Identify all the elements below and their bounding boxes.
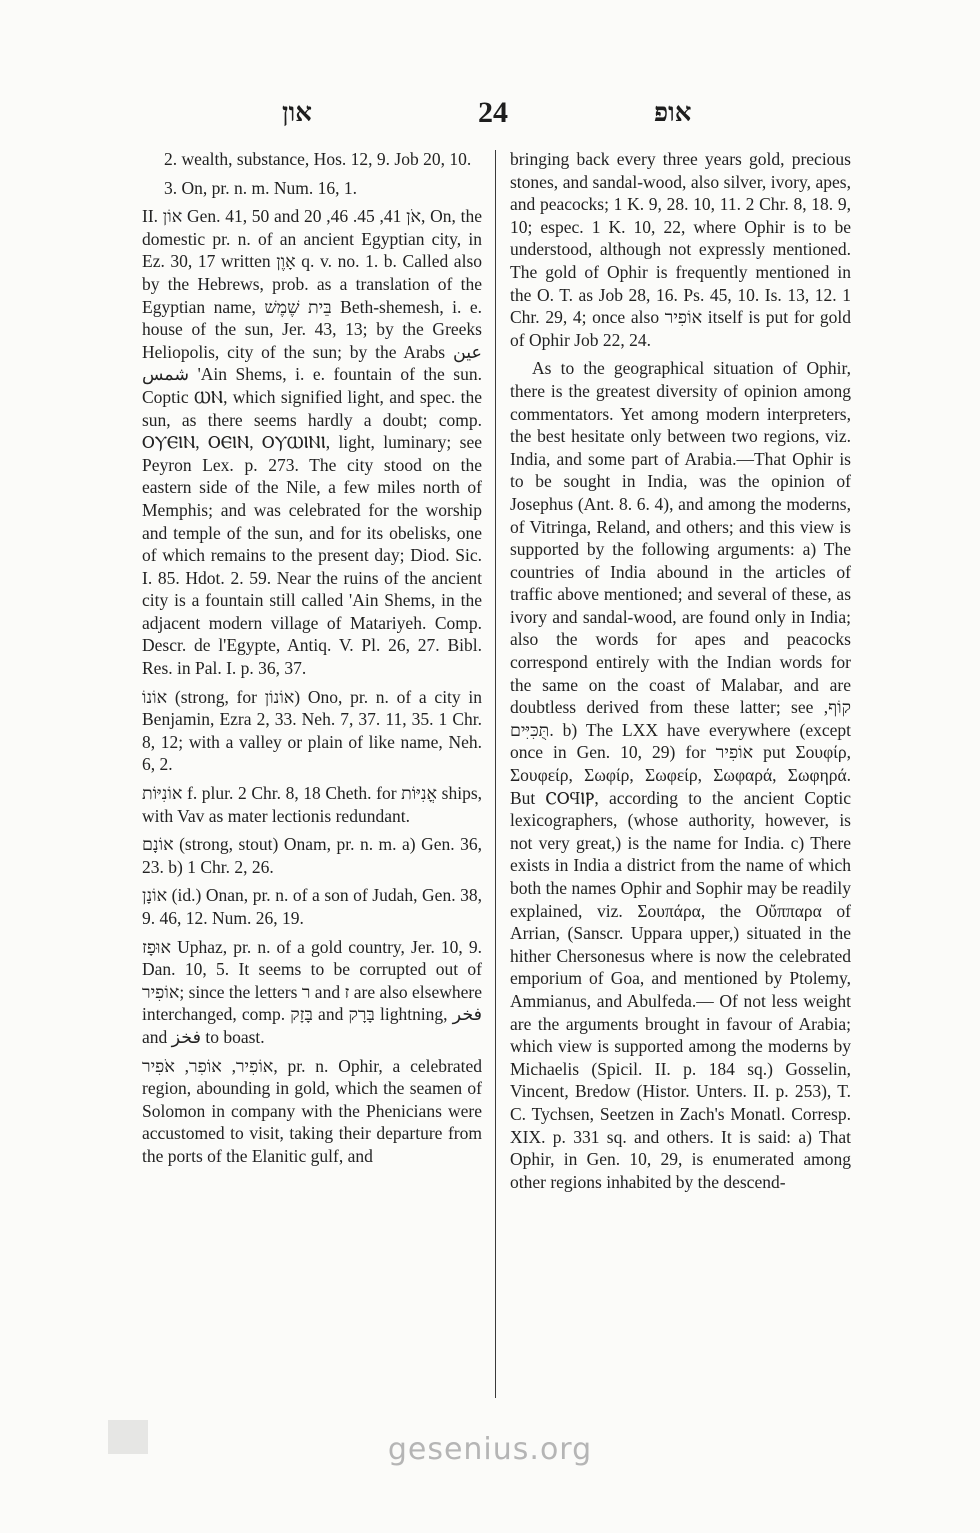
entry-paragraph: אוּפָז Uphaz, pr. n. of a gold country, Jer. 10, 9. Dan. 10, 5. It seems to be corrupted out of אוֹפִיר; since the letters ר and ז are also elsewhere interchanged, comp. בָּזָק and בָּרָק lightning, فخر and فخز to boast. [142,936,482,1047]
page-header [0,96,980,136]
entry-paragraph: אוֹנָן (id.) Onan, pr. n. of a son of Judah, Gen. 38, 9. 46, 12. Num. 26, 19. [142,885,482,928]
entry-paragraph: 3. On, pr. n. m. Num. 16, 1. [164,177,357,198]
page-number: 24 [478,96,508,129]
entry-paragraph: II. אוֹן Gen. 41, 50 and אֹן 41, 45. 46, 20, On, the domestic pr. n. of an ancient Egyptian city, in Ez. 30, 17 written אָוֶן q. v. no. 1. b. Called also by the Hebrews, prob. as a translation of the Egyptian name, בֵּית שֶׁמֶשׁ Beth-shemesh, i. e. house of the sun, Jer. 43, 13; by the Greeks Heliopolis, city of the sun; by the Arabs عين شمس 'Ain Shems, i. e. fountain of the sun. Coptic ⲰⲚ, which signified light, and spec. the sun, as there seems hardly a doubt; comp. ⲞⲨⲈⲒⲚ, ⲞⲈⲒⲚ, ⲞⲨⲰⲒⲚⲒ, light, luminary; see Peyron Lex. p. 273. The city stood on the eastern side of the Nile, a few miles north of Memphis; and was celebrated for the worship and temple of the sun, and for its obelisks, one of which remains to the present day; Diod. Sic. I. 85. Hdot. 2. 59. Near the ruins of the ancient city is a fountain still called 'Ain Shems, in the adjacent modern village of Matariyeh. Comp. Descr. de l'Egypte, Antiq. V. Pl. 26, 27. Bibl. Res. in Pal. I. p. 36, 37. [142,206,482,679]
entry-paragraph: אוֹפִיר, אוֹפִר, אֹפִיר, pr. n. Ophir, a celebrated region, abounding in gold, which the seamen of Solomon in company with the Phenicians were accustomed to visit, taking their departure from the ports of the Elanitic gulf, and [142,1055,482,1166]
entry-paragraph: אוֹנָם (strong, stout) Onam, pr. n. m. a) Gen. 36, 23. b) 1 Chr. 2, 26. [142,834,482,877]
left-running-headword: און [282,98,312,128]
watermark: gesenius.org [387,1432,593,1467]
entry-paragraph: אוֹנִיּוֹת f. plur. 2 Chr. 8, 18 Cheth. for אֳנִיּוֹת ships, with Vav as mater lectionis redundant. [142,783,482,826]
left-column [142,148,482,1403]
entry-paragraph: bringing back every three years gold, precious stones, and sandal-wood, also silver, ivory, apes, and peacocks; 1 K. 9, 28. 10, 11. 2 Chr. 8, 18. 9, 10; espec. 1 K. 10, 22, where Ophir is to be understood, although not expressly mentioned. The gold of Ophir is frequently mentioned in the O. T. as Job 28, 16. Ps. 45, 10. Is. 13, 12. 1 Chr. 29, 4; once also אוֹפִיר itself is put for gold of Ophir Job 22, 24. [510,149,851,350]
right-running-headword: אופ [654,98,692,128]
right-column [510,148,851,1403]
column-divider [495,150,496,1398]
entry-paragraph: As to the geographical situation of Ophir, there is the greatest diversity of opinion among commentators. Yet among modern interpreters, the best hesitate only between two regions, viz. India, and some part of Arabia.—That Ophir is to be sought in India, was the opinion of Josephus (Ant. 8. 6. 4), and among the moderns, of Vitringa, Reland, and others; and this view is supported by the following arguments: a) The countries of India abound in the articles of traffic above mentioned; and several of these, as ivory and sandal-wood, are found only in India; also the words for apes and peacocks correspond entirely with the Indian words for the same on the coast of Malabar, and are doubtless derived from these latter; see קוֹף, תֻּכִּיִּים. b) The LXX have everywhere (except once in Gen. 10, 29) for אוֹפִיר put Σουφίρ, Σουφείρ, Σωφίρ, Σωφείρ, Σωφαρά, Σωφηρά. But ⲤⲞϤⲒⲢ, according to the ancient Coptic lexicographers, (whose authority, however, is not very great,) is the name for India. c) There exists in India a district from the name of which both the names Ophir and Sophir may be readily explained, viz. Σουπάρα, the Οὔππαρα of Arrian, (Sanscr. Uppara upper,) situated in the hither Chersonesus where is now the celebrated emporium of Goa, and mentioned by Ptolemy, Ammianus, and Abulfeda.— Of not less weight are the arguments brought in favour of Arabia; which view is supported among the moderns by Michaelis (Spicil. II. p. 184 sq.) Gosselin, Vincent, Bredow (Histor. Unters. II. p. 253), T. C. Tychsen, Seetzen in Zach's Monatl. Corresp. XIX. p. 331 sq. and others. It is said: a) That Ophir, in Gen. 10, 29, is enumerated among other regions inhabited by the descend- [510,358,851,1192]
entry-paragraph: 2. wealth, substance, Hos. 12, 9. Job 20, 10. [164,149,472,169]
entry-paragraph: אוֹנוֹ (strong, for אוֹנוֹן) Ono, pr. n. of a city in Benjamin, Ezra 2, 33. Neh. 7, 37. 11, 35. 1 Chr. 8, 12; with a valley or plain of like name, Neh. 6, 2. [142,686,482,775]
